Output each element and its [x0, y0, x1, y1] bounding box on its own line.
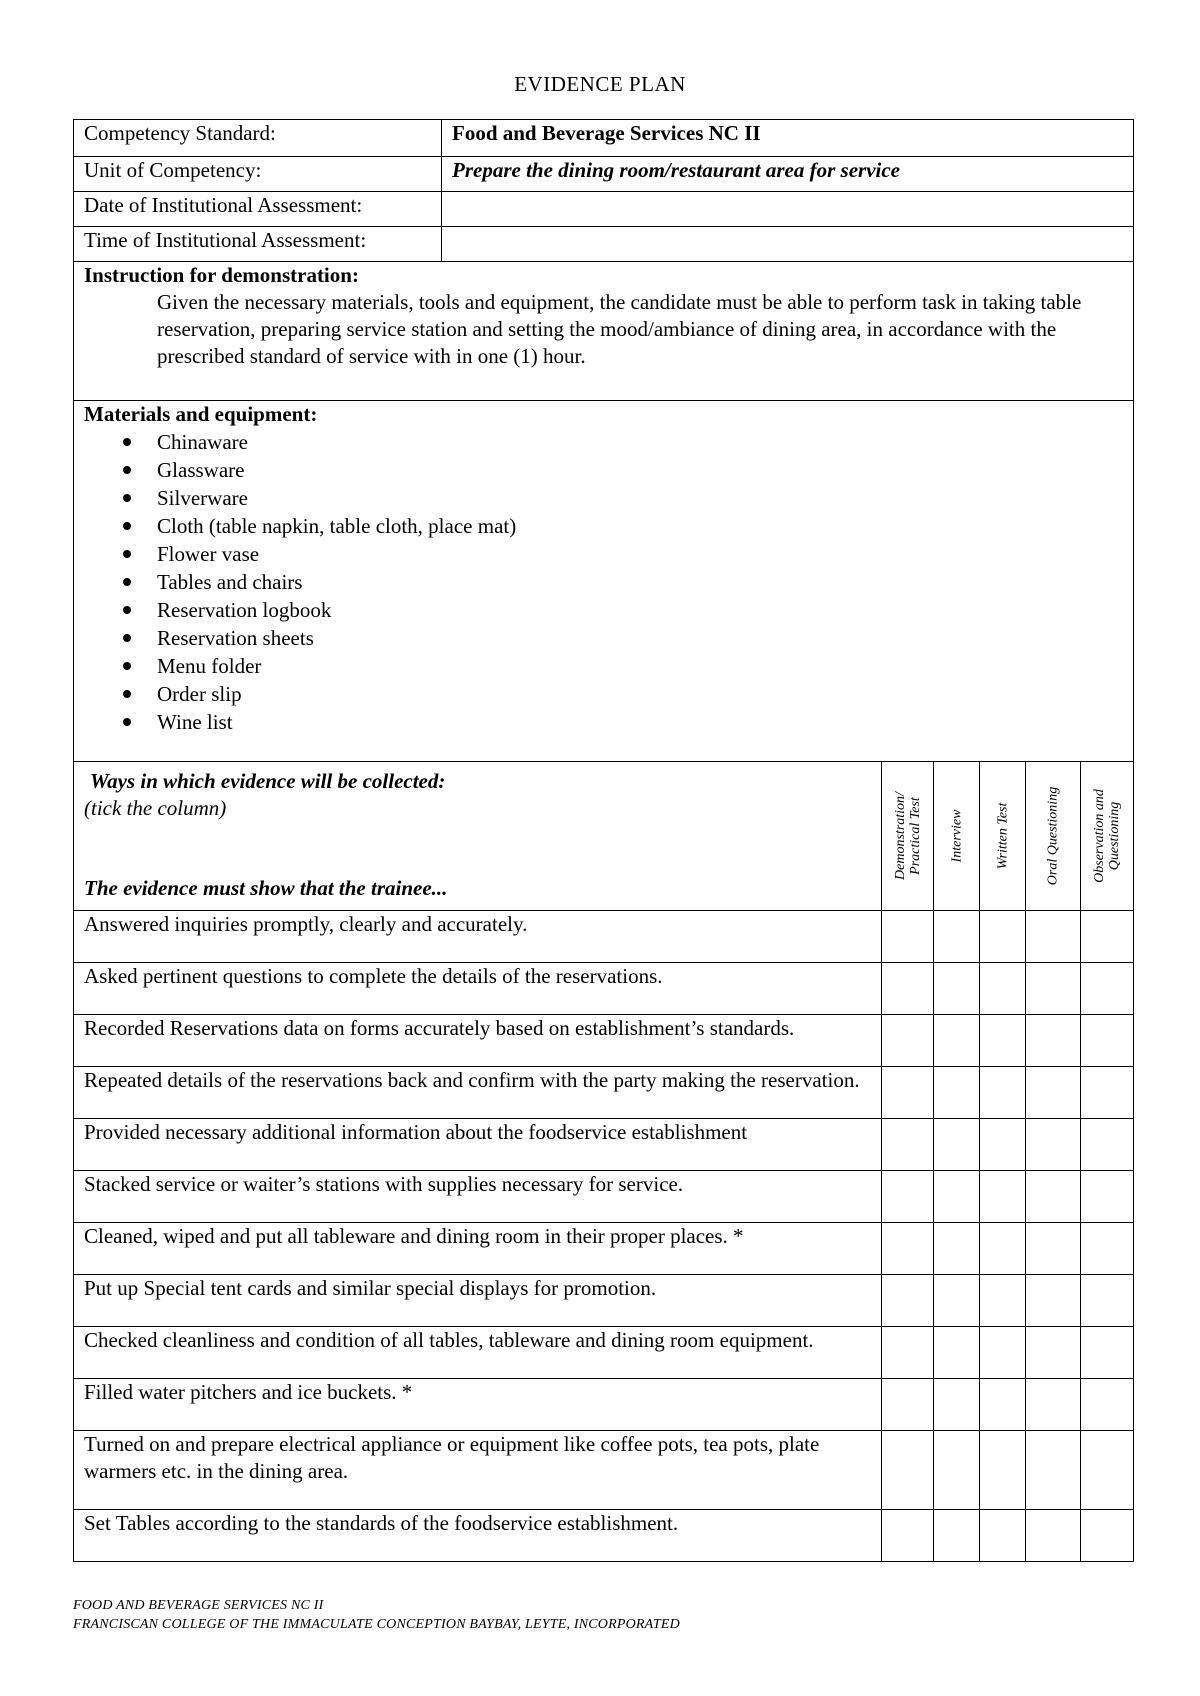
tick-cell[interactable] [882, 1171, 934, 1223]
tick-cell[interactable] [1081, 1510, 1134, 1562]
list-item: Cloth (table napkin, table cloth, place mat) [157, 512, 1133, 540]
criterion-text: Filled water pitchers and ice buckets. * [74, 1379, 882, 1431]
table-row [74, 1223, 1134, 1275]
instruction-row [74, 262, 1134, 401]
method-column-demonstration [882, 762, 934, 911]
criteria-heading: The evidence must show that the trainee... [84, 876, 448, 900]
materials-section [74, 401, 1134, 762]
tick-cell[interactable] [934, 1275, 980, 1327]
criterion-text: Stacked service or waiter’s stations with supplies necessary for service. [74, 1171, 882, 1223]
competency-standard-label: Competency Standard: [74, 120, 442, 157]
tick-cell[interactable] [882, 1327, 934, 1379]
list-item: Wine list [157, 708, 1133, 736]
method-column-interview [934, 762, 980, 911]
tick-cell[interactable] [980, 1275, 1026, 1327]
tick-cell[interactable] [1026, 1510, 1081, 1562]
tick-cell[interactable] [1026, 1067, 1081, 1119]
list-item: Chinaware [157, 428, 1133, 456]
tick-cell[interactable] [882, 1015, 934, 1067]
method-label: Oral Questioning [1045, 786, 1061, 886]
tick-cell[interactable] [934, 1431, 980, 1510]
tick-cell[interactable] [882, 1431, 934, 1510]
criterion-text: Turned on and prepare electrical appliance or equipment like coffee pots, tea pots, plate warmers etc. in the dining area. [74, 1431, 882, 1510]
table-row [74, 1119, 1134, 1171]
tick-cell[interactable] [934, 1171, 980, 1223]
tick-cell[interactable] [1081, 1327, 1134, 1379]
instruction-section [74, 262, 1134, 401]
page-footer [73, 1596, 680, 1634]
tick-cell[interactable] [1081, 1223, 1134, 1275]
tick-cell[interactable] [882, 1379, 934, 1431]
tick-cell[interactable] [1026, 963, 1081, 1015]
criterion-text: Answered inquiries promptly, clearly and accurately. [74, 911, 882, 963]
tick-cell[interactable] [934, 1223, 980, 1275]
evidence-plan-table [73, 119, 1134, 1562]
tick-cell[interactable] [980, 1067, 1026, 1119]
table-row [74, 1510, 1134, 1562]
list-item: Tables and chairs [157, 568, 1133, 596]
assessment-time-field[interactable] [442, 227, 1134, 262]
materials-heading: Materials and equipment: [84, 402, 318, 426]
evidence-heading: Ways in which evidence will be collected: [90, 769, 446, 793]
page-title: EVIDENCE PLAN [514, 72, 686, 96]
tick-cell[interactable] [980, 1431, 1026, 1510]
criterion-text: Recorded Reservations data on forms accurately based on establishment’s standards. [74, 1015, 882, 1067]
tick-cell[interactable] [1026, 1171, 1081, 1223]
tick-cell[interactable] [1081, 1379, 1134, 1431]
tick-cell[interactable] [1026, 1431, 1081, 1510]
tick-cell[interactable] [934, 963, 980, 1015]
tick-cell[interactable] [980, 1327, 1026, 1379]
criterion-text: Put up Special tent cards and similar special displays for promotion. [74, 1275, 882, 1327]
table-row [74, 1275, 1134, 1327]
instruction-text: Given the necessary materials, tools and equipment, the candidate must be able to perform task in taking table reservation, preparing service station and setting the mood/ambiance of dining area, in accordance with the prescribed standard of service with in one (1) hour. [157, 290, 1082, 368]
tick-cell[interactable] [1081, 1015, 1134, 1067]
competency-standard-value: Food and Beverage Services NC II [442, 120, 1134, 157]
tick-cell[interactable] [980, 1510, 1026, 1562]
tick-cell[interactable] [980, 1119, 1026, 1171]
method-label: Demonstration/ [892, 792, 908, 880]
tick-cell[interactable] [934, 1067, 980, 1119]
tick-cell[interactable] [1026, 1275, 1081, 1327]
method-label: Observation and [1092, 789, 1108, 883]
tick-cell[interactable] [1081, 1171, 1134, 1223]
tick-cell[interactable] [934, 1379, 980, 1431]
tick-cell[interactable] [882, 911, 934, 963]
competency-standard-row [74, 120, 1134, 157]
footer-institution: FRANCISCAN COLLEGE OF THE IMMACULATE CONCEPTION BAYBAY, LEYTE, INCORPORATED [73, 1617, 680, 1632]
method-label: Interview [949, 809, 964, 863]
table-row [74, 1171, 1134, 1223]
list-item: Flower vase [157, 540, 1133, 568]
tick-cell[interactable] [882, 963, 934, 1015]
evidence-header-row [74, 762, 1134, 911]
method-column-observation [1081, 762, 1134, 911]
tick-cell[interactable] [934, 1510, 980, 1562]
tick-cell[interactable] [882, 1067, 934, 1119]
tick-cell[interactable] [1081, 1275, 1134, 1327]
tick-cell[interactable] [1081, 963, 1134, 1015]
criterion-text: Cleaned, wiped and put all tableware and dining room in their proper places. * [74, 1223, 882, 1275]
tick-cell[interactable] [1026, 1119, 1081, 1171]
tick-cell[interactable] [1081, 911, 1134, 963]
tick-cell[interactable] [934, 1119, 980, 1171]
list-item: Reservation sheets [157, 624, 1133, 652]
tick-cell[interactable] [1026, 1015, 1081, 1067]
tick-cell[interactable] [1026, 1223, 1081, 1275]
table-row [74, 1015, 1134, 1067]
table-row [74, 1327, 1134, 1379]
tick-cell[interactable] [980, 1015, 1026, 1067]
method-label: Questioning [1107, 801, 1123, 871]
tick-cell[interactable] [1081, 1431, 1134, 1510]
tick-cell[interactable] [980, 963, 1026, 1015]
criterion-text: Set Tables according to the standards of the foodservice establishment. [74, 1510, 882, 1562]
tick-cell[interactable] [1026, 911, 1081, 963]
footer-program: FOOD AND BEVERAGE SERVICES NC II [73, 1598, 324, 1613]
criterion-text: Provided necessary additional information about the foodservice establishment [74, 1119, 882, 1171]
tick-cell[interactable] [1081, 1067, 1134, 1119]
evidence-header-cell [74, 762, 882, 911]
evidence-subheading: (tick the column) [84, 796, 227, 820]
assessment-date-label: Date of Institutional Assessment: [74, 192, 442, 227]
table-row [74, 911, 1134, 963]
tick-cell[interactable] [980, 911, 1026, 963]
tick-cell[interactable] [1026, 1379, 1081, 1431]
tick-cell[interactable] [1081, 1119, 1134, 1171]
list-item: Reservation logbook [157, 596, 1133, 624]
list-item: Glassware [157, 456, 1133, 484]
unit-of-competency-label: Unit of Competency: [74, 157, 442, 192]
criterion-text: Checked cleanliness and condition of all tables, tableware and dining room equipment. [74, 1327, 882, 1379]
method-column-written-test [980, 762, 1026, 911]
tick-cell[interactable] [882, 1510, 934, 1562]
table-row [74, 1431, 1134, 1510]
list-item: Order slip [157, 680, 1133, 708]
criterion-text: Repeated details of the reservations back and confirm with the party making the reservation. [74, 1067, 882, 1119]
assessment-date-row [74, 192, 1134, 227]
tick-cell[interactable] [980, 1171, 1026, 1223]
table-row [74, 1379, 1134, 1431]
tick-cell[interactable] [882, 1119, 934, 1171]
assessment-time-label: Time of Institutional Assessment: [74, 227, 442, 262]
tick-cell[interactable] [882, 1275, 934, 1327]
tick-cell[interactable] [882, 1223, 934, 1275]
tick-cell[interactable] [934, 911, 980, 963]
tick-cell[interactable] [934, 1327, 980, 1379]
instruction-heading: Instruction for demonstration: [84, 263, 359, 287]
method-column-oral-questioning [1026, 762, 1081, 911]
method-label: Practical Test [907, 797, 923, 875]
tick-cell[interactable] [980, 1223, 1026, 1275]
tick-cell[interactable] [1026, 1327, 1081, 1379]
table-row [74, 963, 1134, 1015]
tick-cell[interactable] [980, 1379, 1026, 1431]
assessment-time-row [74, 227, 1134, 262]
table-row [74, 1067, 1134, 1119]
unit-of-competency-row [74, 157, 1134, 192]
list-item: Menu folder [157, 652, 1133, 680]
list-item: Silverware [157, 484, 1133, 512]
unit-of-competency-value: Prepare the dining room/restaurant area for service [442, 157, 1134, 192]
method-label: Written Test [995, 802, 1010, 870]
materials-list [84, 428, 1133, 736]
tick-cell[interactable] [934, 1015, 980, 1067]
materials-row [74, 401, 1134, 762]
criterion-text: Asked pertinent questions to complete the details of the reservations. [74, 963, 882, 1015]
assessment-date-field[interactable] [442, 192, 1134, 227]
